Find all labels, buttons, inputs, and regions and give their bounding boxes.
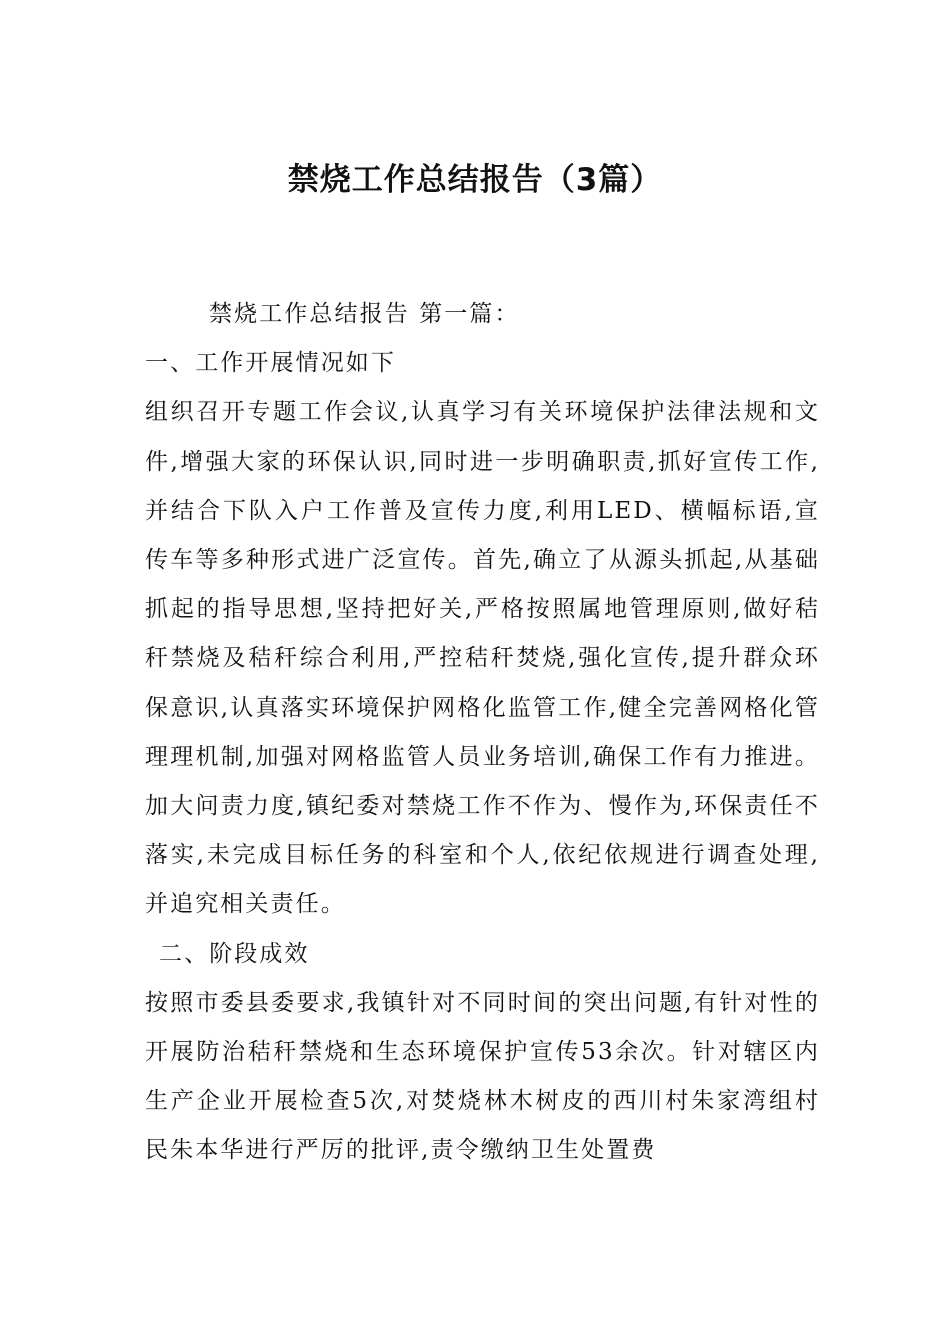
paragraph-work-progress: 组织召开专题工作会议,认真学习有关环境保护法律法规和文件,增强大家的环保认识,同时进一步明确职责,抓好宣传工作,并结合下队入户工作普及宣传力度,利用LED、横幅标语,宣传车等多种形式进广泛宣传。首先,确立了从源头抓起,从基础抓起的指导思想,坚持把好关,严格按照属地管理原则,做好秸秆禁烧及秸秆综合利用,严控秸秆焚烧,强化宣传,提升群众环保意识,认真落实环境保护网格化监管工作,健全完善网格化管理理机制,加强对网格监管人员业务培训,确保工作有力推进。加大问责力度,镇纪委对禁烧工作不作为、慢作为,环保责任不落实,未完成目标任务的科室和个人,依纪依规进行调查处理,并追究相关责任。 [145,399,820,918]
document-title: 禁烧工作总结报告（3篇） [287,162,663,198]
document-body [145,290,820,1176]
paragraph-phase-results: 按照市委县委要求,我镇针对不同时间的突出问题,有针对性的开展防治秸秆禁烧和生态环境保护宣传53余次。针对辖区内生产企业开展检查5次,对焚烧林木树皮的西川村朱家湾组村民朱本华进行严厉的批评,责令缴纳卫生处置费 [145,989,820,1164]
heading-work-progress: 一、工作开展情况如下 [145,350,396,377]
heading-phase-results: 二、阶段成效 [159,940,310,967]
section-lead: 禁烧工作总结报告 第一篇： [209,301,520,327]
